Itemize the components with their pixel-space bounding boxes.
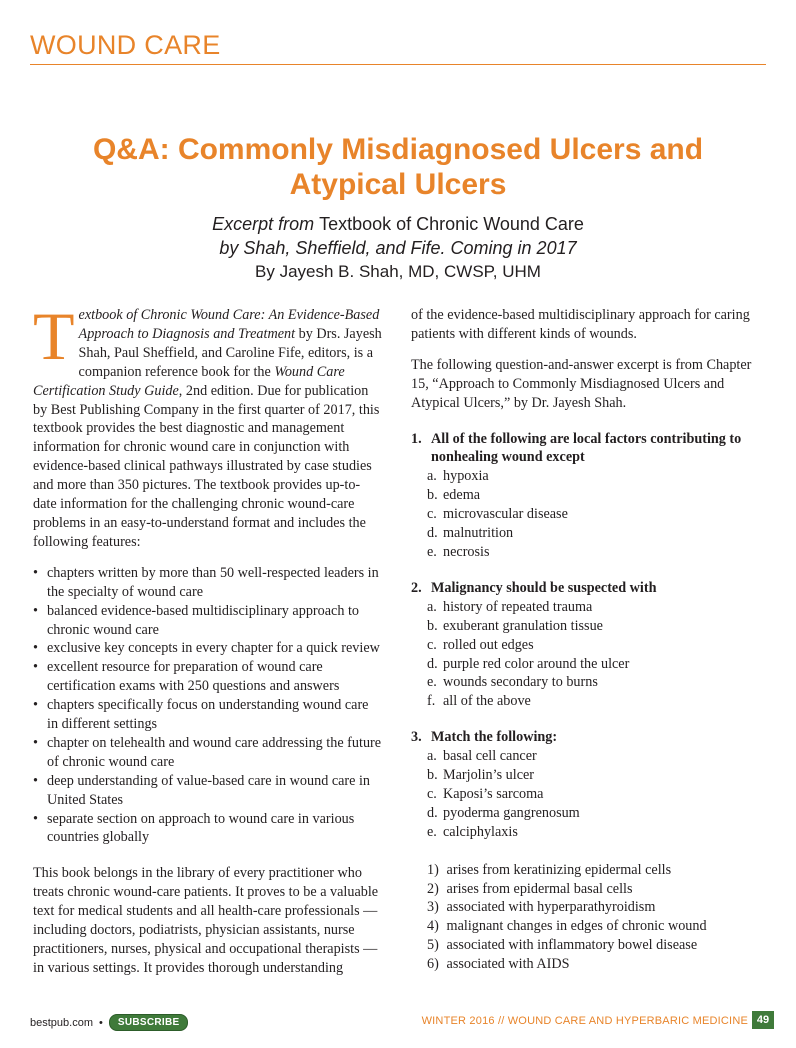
match-item [427, 861, 766, 880]
question-3-title [411, 728, 766, 747]
match-number: 6) [427, 956, 439, 973]
excerpt-note: The following question-and-answer excerpt is from Chapter 15, “Approach to Commonly Misdiagnosed Ulcers and Atypical Ulcers,” by Dr. Jayesh Shah. [411, 356, 752, 411]
option-letter: b. [427, 617, 438, 634]
match-item [427, 917, 766, 936]
continuation-paragraph: of the evidence-based multidisciplinary approach for caring patients with different kinds of wounds. [411, 307, 750, 342]
byline: By Jayesh B. Shah, MD, CWSP, UHM [255, 262, 541, 281]
match-text: associated with AIDS [446, 956, 570, 973]
match-text: malignant changes in edges of chronic wound [446, 918, 707, 935]
closing-paragraph: This book belongs in the library of every practitioner who treats chronic wound-care patients. It proves to be a valuable text for medical students and all health-care professionals — including doctors, podiatrists, physician assistants, nurse practitioners, nurses, physical and occupational therapists — in various settings. It provides thorough understanding [33, 865, 379, 976]
question-1-title [411, 430, 766, 468]
question-number: 2. [411, 579, 422, 596]
match-text: arises from keratinizing epidermal cells [446, 861, 672, 878]
answer-option [427, 543, 766, 562]
option-letter: b. [427, 767, 438, 784]
option-text: all of the above [443, 693, 531, 710]
article-title-line-2: Atypical Ulcers [289, 168, 507, 201]
option-text: Marjolin’s ulcer [443, 767, 535, 784]
match-text: arises from epidermal basal cells [446, 880, 633, 897]
option-text: pyoderma gangrenosum [443, 804, 580, 821]
match-text: associated with inflammatory bowel disease [446, 937, 698, 954]
question-3-options [411, 747, 766, 842]
question-text: Match the following: [431, 729, 558, 746]
intro-text-2: , 2nd edition. Due for publication by Best Publishing Company in the first quarter of 2017, this textbook provides the best diagnostic and management information for chronic wound care in conjunction with evidence-based clinical pathways illustrated by case studies and more than 350 pictures. The textbook provides up-to-date information for the challenging chronic wound-care problems in an easy-to-understand format and includes the following features: [33, 382, 380, 550]
match-number: 4) [427, 918, 439, 935]
answer-option [427, 823, 766, 842]
match-item [427, 936, 766, 955]
question-1-options [411, 467, 766, 562]
match-item [427, 898, 766, 917]
subtitle-book-title: Textbook of Chronic Wound Care [319, 214, 584, 234]
match-item [427, 955, 766, 974]
answer-option [427, 524, 766, 543]
answer-option [427, 804, 766, 823]
page-number: 49 [752, 1011, 774, 1029]
match-number: 2) [427, 880, 439, 897]
feature-item: • deep understanding of value-based care in wound care in United States [33, 772, 383, 810]
option-text: necrosis [443, 543, 490, 560]
question-number: 3. [411, 729, 422, 746]
option-text: malnutrition [443, 525, 514, 542]
option-letter: a. [427, 748, 437, 765]
option-letter: b. [427, 487, 438, 504]
option-letter: a. [427, 598, 437, 615]
study-guide-title-italic: Wound Care Certification Study Guide [33, 363, 345, 399]
feature-item: • chapters specifically focus on understanding wound care in different settings [33, 696, 383, 734]
answer-option [427, 766, 766, 785]
option-text: Kaposi’s sarcoma [443, 785, 544, 802]
option-letter: d. [427, 655, 438, 672]
option-text: wounds secondary to burns [443, 674, 598, 691]
answer-option [427, 636, 766, 655]
question-3-matches [411, 861, 766, 974]
question-text: Malignancy should be suspected with [431, 579, 657, 596]
section-header: WOUND CARE [30, 30, 221, 60]
answer-option [427, 467, 766, 486]
answer-option [427, 673, 766, 692]
match-number: 3) [427, 899, 439, 916]
answer-option [427, 486, 766, 505]
feature-item: • separate section on approach to wound care in various countries globally [33, 810, 383, 848]
option-letter: e. [427, 543, 437, 560]
match-number: 5) [427, 937, 439, 954]
option-letter: f. [427, 693, 436, 710]
subtitle-line-1 [40, 212, 756, 236]
option-letter: d. [427, 804, 438, 821]
question-2-options [411, 598, 766, 711]
features-list [33, 564, 383, 848]
left-column [33, 298, 383, 978]
subtitle-prefix: Excerpt from [212, 214, 320, 234]
option-text: history of repeated trauma [443, 598, 593, 615]
answer-option [427, 655, 766, 674]
option-letter: d. [427, 525, 438, 542]
option-letter: c. [427, 785, 437, 802]
match-item [427, 880, 766, 899]
answer-option [427, 598, 766, 617]
footer-left [30, 1014, 188, 1031]
question-2 [411, 579, 766, 711]
answer-option [427, 505, 766, 524]
answer-option [427, 692, 766, 711]
article-subtitle [40, 212, 756, 260]
question-1 [411, 430, 766, 562]
match-number: 1) [427, 861, 439, 878]
intro-text-1: by Drs. Jayesh Shah, Paul Sheffield, and Caroline Fife, editors, is a companion reference book for the [78, 325, 382, 380]
option-text: rolled out edges [443, 636, 534, 653]
option-text: basal cell cancer [443, 748, 537, 765]
question-3 [411, 728, 766, 974]
option-letter: c. [427, 636, 437, 653]
option-letter: c. [427, 506, 437, 523]
option-letter: e. [427, 823, 437, 840]
answer-option [427, 785, 766, 804]
site-link[interactable]: bestpub.com [30, 1016, 93, 1029]
feature-item: • exclusive key concepts in every chapter for a quick review [33, 639, 383, 658]
answer-option [427, 747, 766, 766]
option-text: microvascular disease [443, 506, 568, 523]
option-text: exuberant granulation tissue [443, 617, 603, 634]
feature-item: • balanced evidence-based multidisciplinary approach to chronic wound care [33, 602, 383, 640]
match-text: associated with hyperparathyroidism [446, 899, 656, 916]
drop-cap: T [33, 298, 75, 374]
question-text: All of the following are local factors contributing to nonhealing wound except [431, 430, 742, 466]
intro-paragraph [33, 298, 383, 552]
option-text: hypoxia [443, 468, 489, 485]
option-text: purple red color around the ulcer [443, 655, 630, 672]
option-letter: a. [427, 468, 437, 485]
issue-info: WINTER 2016 // WOUND CARE AND HYPERBARIC MEDICINE [421, 1015, 748, 1027]
subtitle-line-2: by Shah, Sheffield, and Fife. Coming in 2017 [219, 238, 577, 258]
feature-item: • excellent resource for preparation of wound care certification exams with 250 questions and answers [33, 658, 383, 696]
subscribe-button[interactable]: SUBSCRIBE [109, 1014, 189, 1031]
book-title-italic: extbook of Chronic Wound Care: An Evidence-Based Approach to Diagnosis and Treatment [78, 307, 380, 342]
footer-separator: • [98, 1016, 103, 1029]
answer-option [427, 617, 766, 636]
option-text: edema [443, 487, 481, 504]
article-title-line-1: Q&A: Commonly Misdiagnosed Ulcers and [92, 133, 704, 166]
option-letter: e. [427, 674, 437, 691]
feature-item: • chapters written by more than 50 well-respected leaders in the specialty of wound care [33, 564, 383, 602]
question-2-title [411, 579, 766, 598]
option-text: calciphylaxis [443, 823, 518, 840]
header-rule [30, 64, 766, 65]
right-column [411, 306, 766, 974]
article-title [40, 132, 756, 202]
question-number: 1. [411, 430, 422, 447]
feature-item: • chapter on telehealth and wound care addressing the future of chronic wound care [33, 734, 383, 772]
